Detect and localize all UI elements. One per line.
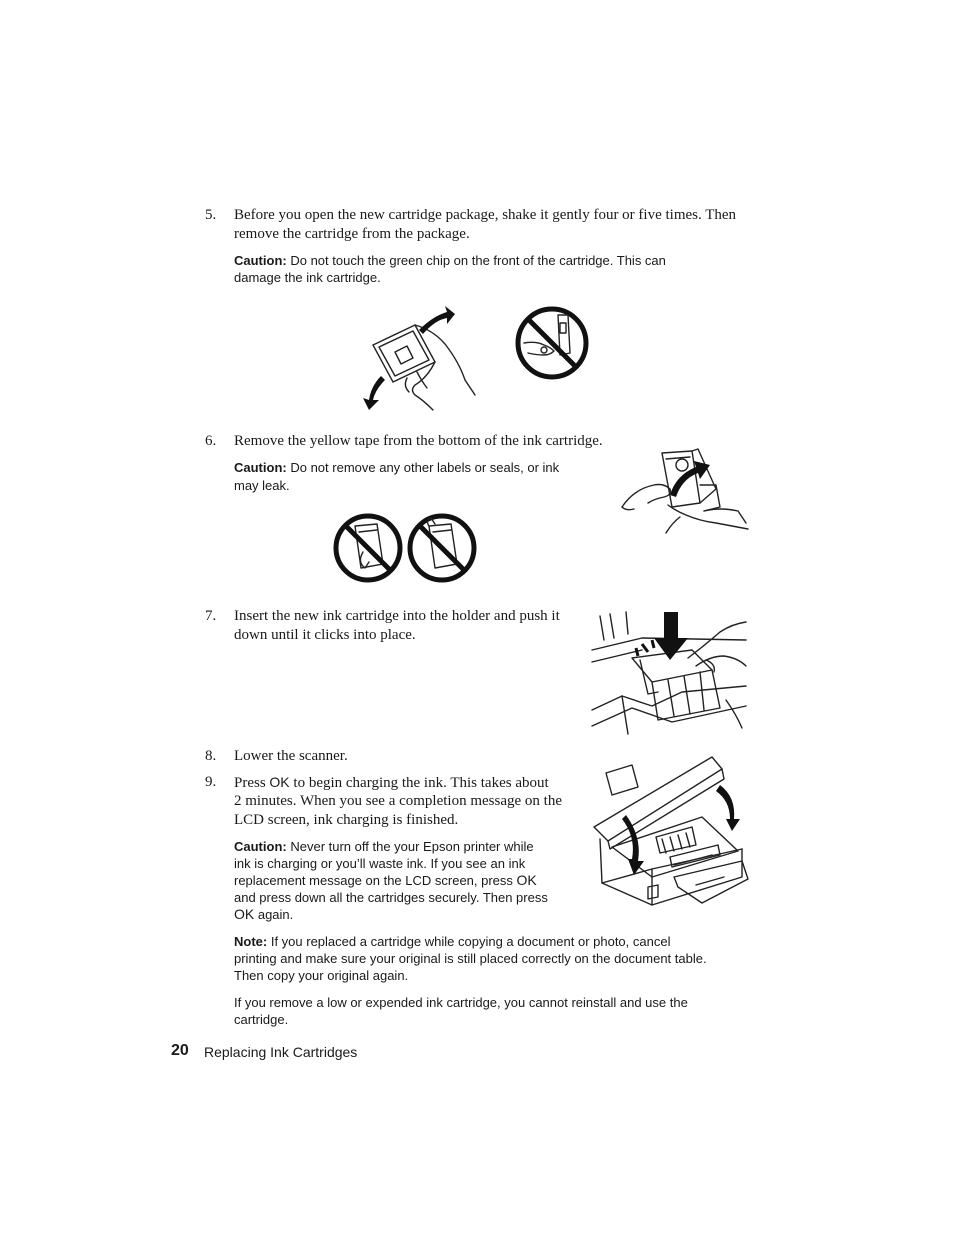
step-9-caution-line-3 bbox=[234, 872, 537, 889]
step-9-caution-line-5 bbox=[234, 906, 293, 923]
caution-line-5-text: again. bbox=[254, 907, 294, 922]
ok-button-label: OK bbox=[516, 872, 537, 888]
step-7-number: 7. bbox=[205, 608, 217, 624]
caution-label: Caution: bbox=[234, 460, 287, 475]
caution-text: Do not remove any other labels or seals, or ink bbox=[290, 460, 560, 475]
caution-text: Never turn off the your Epson printer while bbox=[290, 839, 534, 854]
step-6-number: 6. bbox=[205, 433, 217, 449]
step-9-text-pre: Press bbox=[234, 775, 270, 791]
no-touch-chip-icon bbox=[514, 305, 590, 381]
step-9-number: 9. bbox=[205, 774, 217, 790]
no-remove-labels-icon bbox=[333, 512, 479, 584]
step-5-caution-line-2: damage the ink cartridge. bbox=[234, 270, 381, 285]
step-5-number: 5. bbox=[205, 207, 217, 223]
step-7-line-1: Insert the new ink cartridge into the holder and push it bbox=[234, 608, 560, 624]
step-9-line-3: LCD screen, ink charging is finished. bbox=[234, 812, 459, 828]
note-line-3: Then copy your original again. bbox=[234, 968, 409, 983]
info-line-1: If you remove a low or expended ink cartridge, you cannot reinstall and use the bbox=[234, 995, 688, 1010]
step-6-caution bbox=[234, 459, 559, 476]
ok-button-label: OK bbox=[269, 774, 290, 790]
step-8-number: 8. bbox=[205, 748, 217, 764]
step-5-line-2: remove the cartridge from the package. bbox=[234, 226, 470, 242]
page-number: 20 bbox=[171, 1042, 189, 1059]
step-9-line-1 bbox=[234, 773, 549, 793]
caution-line-3-text: replacement message on the LCD screen, press bbox=[234, 873, 517, 888]
step-9-caution bbox=[234, 838, 534, 855]
step-5-caution bbox=[234, 252, 666, 269]
step-5-line-1: Before you open the new cartridge package, shake it gently four or five times. Then bbox=[234, 207, 737, 223]
caution-label: Caution: bbox=[234, 253, 287, 268]
caution-text: Do not touch the green chip on the front of the cartridge. This can bbox=[290, 253, 666, 268]
step-7-line-2: down until it clicks into place. bbox=[234, 627, 416, 643]
remove-tape-illustration bbox=[620, 445, 748, 540]
note-text: If you replaced a cartridge while copying a document or photo, cancel bbox=[270, 934, 671, 949]
step-9-line-2: 2 minutes. When you see a completion message on the bbox=[234, 793, 562, 809]
insert-cartridge-illustration bbox=[592, 610, 746, 738]
step-8-line-1: Lower the scanner. bbox=[234, 748, 348, 764]
info-line-2: cartridge. bbox=[234, 1012, 289, 1027]
lower-scanner-illustration bbox=[592, 757, 748, 907]
note-line-2: printing and make sure your original is still placed correctly on the document table. bbox=[234, 951, 707, 966]
step-6-line-1: Remove the yellow tape from the bottom of the ink cartridge. bbox=[234, 433, 603, 449]
shake-cartridge-illustration bbox=[355, 300, 485, 415]
ok-button-label: OK bbox=[234, 906, 255, 922]
note-label: Note: bbox=[234, 934, 268, 949]
step-6-caution-line-2: may leak. bbox=[234, 478, 290, 493]
step-9-caution-line-4: and press down all the cartridges securely. Then press bbox=[234, 890, 548, 905]
section-title: Replacing Ink Cartridges bbox=[204, 1044, 358, 1060]
step-9-text-post: to begin charging the ink. This takes about bbox=[289, 775, 549, 791]
note-line-1 bbox=[234, 933, 670, 950]
caution-label: Caution: bbox=[234, 839, 287, 854]
step-9-caution-line-2: ink is charging or you’ll waste ink. If you see an ink bbox=[234, 856, 526, 871]
